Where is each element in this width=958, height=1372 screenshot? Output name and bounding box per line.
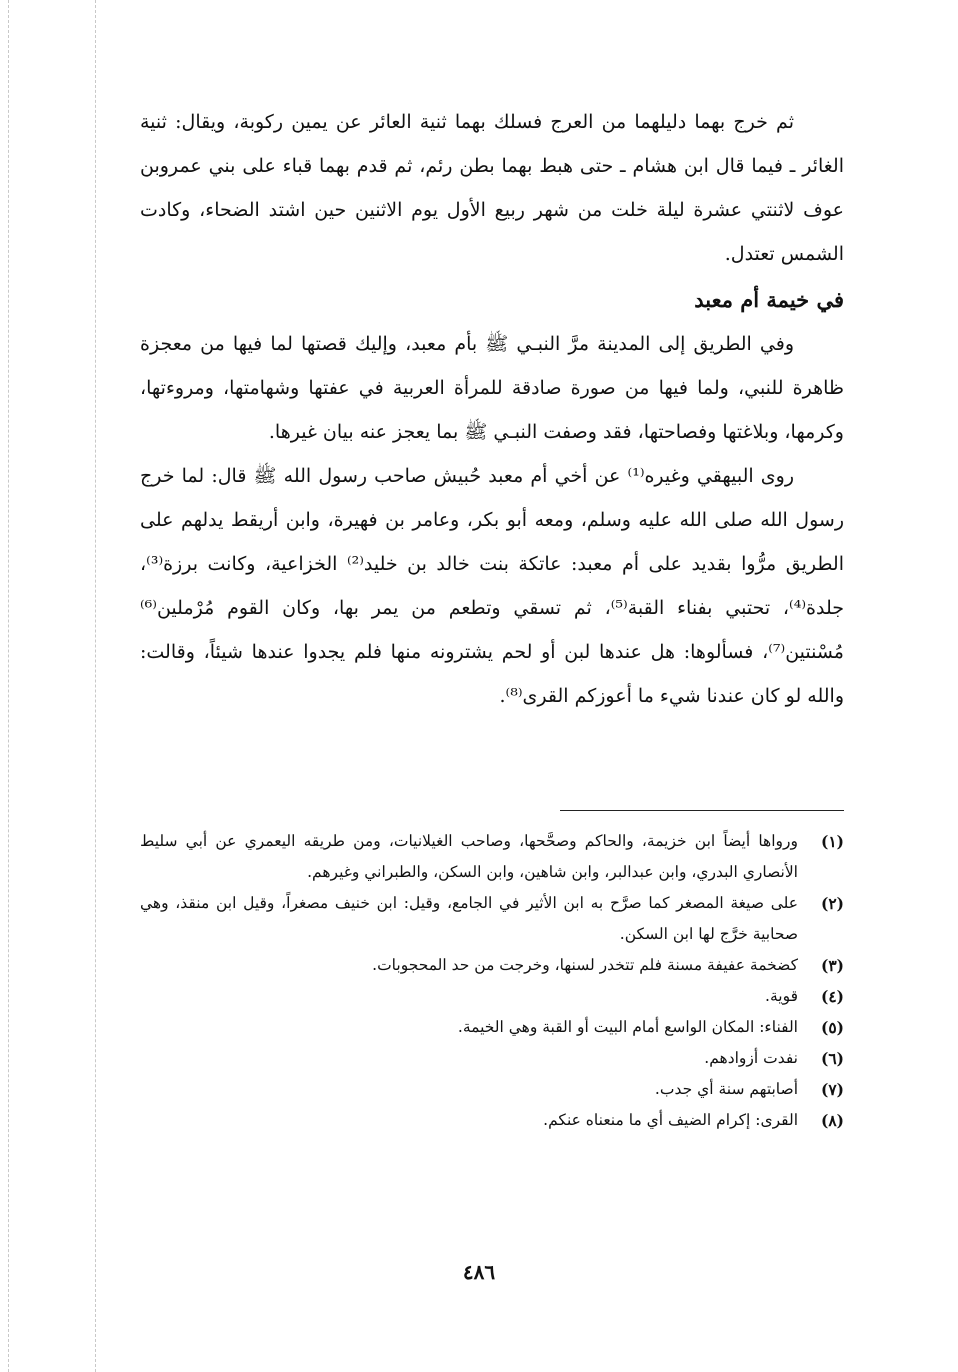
footnote-1 [140,826,844,888]
footnote-6 [140,1043,844,1074]
footnote-5 [140,1012,844,1043]
paragraph-3: روى البيهقي وغيره⁽¹⁾ عن أخي أم معبد حُبيش صاحب رسول الله ﷺ قال: لما خرج رسول الله صلى الله عليه وسلم، ومعه أبو بكر، وعامر بن فهيرة، وابن أريقط يدلهم على الطريق مرُّوا بقديد على أم معبد: عاتكة بنت خالد بن خليد⁽²⁾ الخزاعية، وكانت برزة⁽³⁾، جلدة⁽⁴⁾، تحتبي بفناء القبة⁽⁵⁾، ثم تسقي وتطعم من يمر بها، وكان القوم مُرْملين⁽⁶⁾ مُسْنتين⁽⁷⁾، فسألوها: هل عندها لبن أو لحم يشترونه منها فلم يجدوا عندها شيئاً، وقالت: والله لو كان عندنا شيء ما أعوزكم القرى⁽⁸⁾. [140,465,845,707]
paragraph-1: ثم خرج بهما دليلهما من العرج فسلك بهما ثنية العائر عن يمين ركوبة، ويقال: ثنية الغائر ـ فيما قال ابن هشام ـ حتى هبط بهما بطن رئم، ثم قدم بهما قباء على بني عمروبن عوف لاثنتي عشرة ليلة خلت من شهر ربيع الأول يوم الاثنين حين اشتد الضحاء، وكادت الشمس تعتدل. [140,111,844,265]
footnote-number: (٤) [820,987,844,1006]
page-number: ٤٨٦ [462,1260,496,1284]
section-heading: في خيمة أم معبد [694,287,844,312]
footnote-number: (٢) [820,894,844,913]
footnote-text: على صيغة المصغر كما صرَّح به ابن الأثير في الجامع، وقيل: ابن خنيف مصغراً، وقيل ابن منقذ، وهي صحابية خرَّج لها ابن السكن. [140,894,798,943]
opening-paragraph-block [140,100,844,276]
footnote-text: الفناء: المكان الواسع أمام البيت أو القبة وهي الخيمة. [457,1018,798,1036]
footnote-number: (٥) [820,1018,844,1037]
footnote-text: كضخمة عفيفة مسنة فلم تتخدر لسنها، وخرجت من حد المحجوبات. [372,956,798,974]
footnote-text: أصابتهم سنة أي جدب. [654,1080,798,1098]
footnote-separator [560,810,844,811]
scan-fold-line [95,0,96,1372]
footnote-number: (٣) [820,956,844,975]
footnote-7 [140,1074,844,1105]
footnote-3 [140,950,844,981]
footnote-number: (٦) [820,1049,844,1068]
main-paragraph-block [140,322,844,718]
footnote-text: ورواها أيضاً ابن خزيمة، والحاكم وصحَّحها، وصاحب الغيلانيات، ومن طريقه اليعمري عن أبي سليط الأنصاري البدري، وابن عبدالبر، وابن شاهين، وابن السكن، والطبراني وغيرهم. [140,832,798,881]
footnote-4 [140,981,844,1012]
footnote-text: قوية. [765,987,798,1005]
footnote-number: (١) [820,832,844,851]
footnote-number: (٨) [820,1111,844,1130]
scan-edge-line [8,0,9,1372]
footnote-number: (٧) [820,1080,844,1099]
footnote-8 [140,1105,844,1136]
footnote-2 [140,888,844,950]
footnote-text: القرى: إكرام الضيف أي ما منعناه عنكم. [543,1111,798,1129]
paragraph-2: وفي الطريق إلى المدينة مرَّ النبـي ﷺ بأم معبد، وإليك قصتها لما فيها من معجزة ظاهرة للنبي، ولما فيها من صورة صادقة للمرأة العربية في عفتها وشهامتها، ومروءتها، وكرمها، وبلاغتها وفصاحتها، فقد وصفت النبـي ﷺ بما يعجز عنه بيان غيرها. [140,333,844,443]
footnote-text: نفدت أزوادهم. [704,1049,798,1067]
footnotes-section [140,826,844,1136]
